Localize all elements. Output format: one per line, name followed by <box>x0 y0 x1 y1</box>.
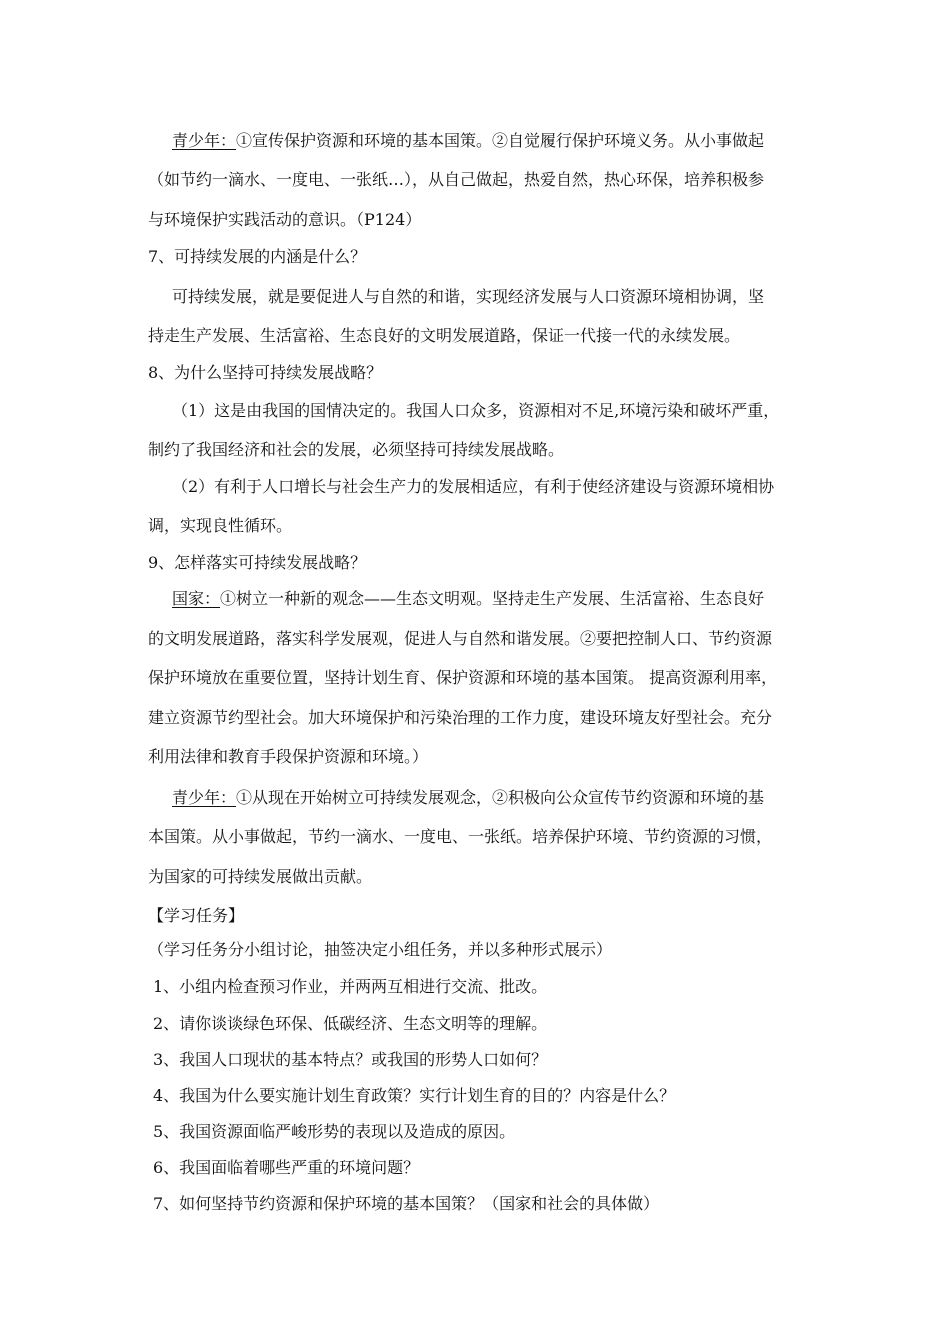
tasks-heading: 【学习任务】 <box>148 906 245 925</box>
q9-state-line-2: 的文明发展道路，落实科学发展观，促进人与自然和谐发展。②要把控制人口、节约资源 <box>148 629 773 648</box>
q9-state-line-3: 保护环境放在重要位置，坚持计划生育、保护资源和环境的基本国策。 提高资源利用率， <box>148 668 778 687</box>
q6-youth-line-2: （如节约一滴水、一度电、一张纸…），从自己做起，热爱自然，热心环保，培养积极参 <box>148 170 765 189</box>
q9-state-line-5: 利用法律和教育手段保护资源和环境。） <box>148 747 429 766</box>
q6-youth-line-1: 青少年：①宣传保护资源和环境的基本国策。②自觉履行保护环境义务。从小事做起 <box>172 131 765 150</box>
task-item: 5、我国资源面临严峻形势的表现以及造成的原因。 <box>153 1122 516 1141</box>
q9-youth-line-3: 为国家的可持续发展做出贡献。 <box>148 867 373 886</box>
task-item: 3、我国人口现状的基本特点？或我国的形势人口如何？ <box>153 1050 548 1069</box>
question-7-title: 7、可持续发展的内涵是什么？ <box>148 247 367 266</box>
youth-label: 青少年： <box>172 788 237 807</box>
q8-point-2-line-2: 调，实现良性循环。 <box>148 516 293 535</box>
q7-line-2: 持走生产发展、生活富裕、生态良好的文明发展道路，保证一代接一代的永续发展。 <box>148 326 741 345</box>
task-item: 1、小组内检查预习作业，并两两互相进行交流、批改。 <box>153 977 548 996</box>
q8-point-1-line-2: 制约了我国经济和社会的发展，必须坚持可持续发展战略。 <box>148 440 565 459</box>
question-9-title: 9、怎样落实可持续发展战略？ <box>148 553 367 572</box>
q9-youth-line-1: 青少年：①从现在开始树立可持续发展观念，②积极向公众宣传节约资源和环境的基 <box>172 788 765 807</box>
q8-point-2-line-1: （2）有利于人口增长与社会生产力的发展相适应，有利于使经济建设与资源环境相协 <box>172 477 775 496</box>
question-8-title: 8、为什么坚持可持续发展战略？ <box>148 363 383 382</box>
task-item: 6、我国面临着哪些严重的环境问题？ <box>153 1158 420 1177</box>
q7-line-1: 可持续发展，就是要促进人与自然的和谐，实现经济发展与人口资源环境相协调，坚 <box>172 287 765 306</box>
task-item: 2、请你谈谈绿色环保、低碳经济、生态文明等的理解。 <box>153 1014 548 1033</box>
q9-state-line-1: 国家：①树立一种新的观念——生态文明观。坚持走生产发展、生活富裕、生态良好 <box>172 589 765 608</box>
state-label: 国家： <box>172 589 221 608</box>
q9-youth-line-2: 本国策。从小事做起，节约一滴水、一度电、一张纸。培养保护环境、节约资源的习惯， <box>148 827 773 846</box>
q6-youth-line-3: 与环境保护实践活动的意识。（P124） <box>148 210 422 229</box>
task-item: 7、如何坚持节约资源和保护环境的基本国策？（国家和社会的具体做） <box>153 1194 660 1213</box>
q8-point-1-line-1: （1）这是由我国的国情决定的。我国人口众多，资源相对不足,环境污染和破坏严重， <box>172 401 780 420</box>
youth-label: 青少年： <box>172 131 237 150</box>
tasks-note: （学习任务分小组讨论，抽签决定小组任务，并以多种形式展示） <box>148 940 613 959</box>
q9-state-line-4: 建立资源节约型社会。加大环境保护和污染治理的工作力度，建设环境友好型社会。充分 <box>148 708 773 727</box>
task-item: 4、我国为什么要实施计划生育政策？实行计划生育的目的？内容是什么？ <box>153 1086 676 1105</box>
